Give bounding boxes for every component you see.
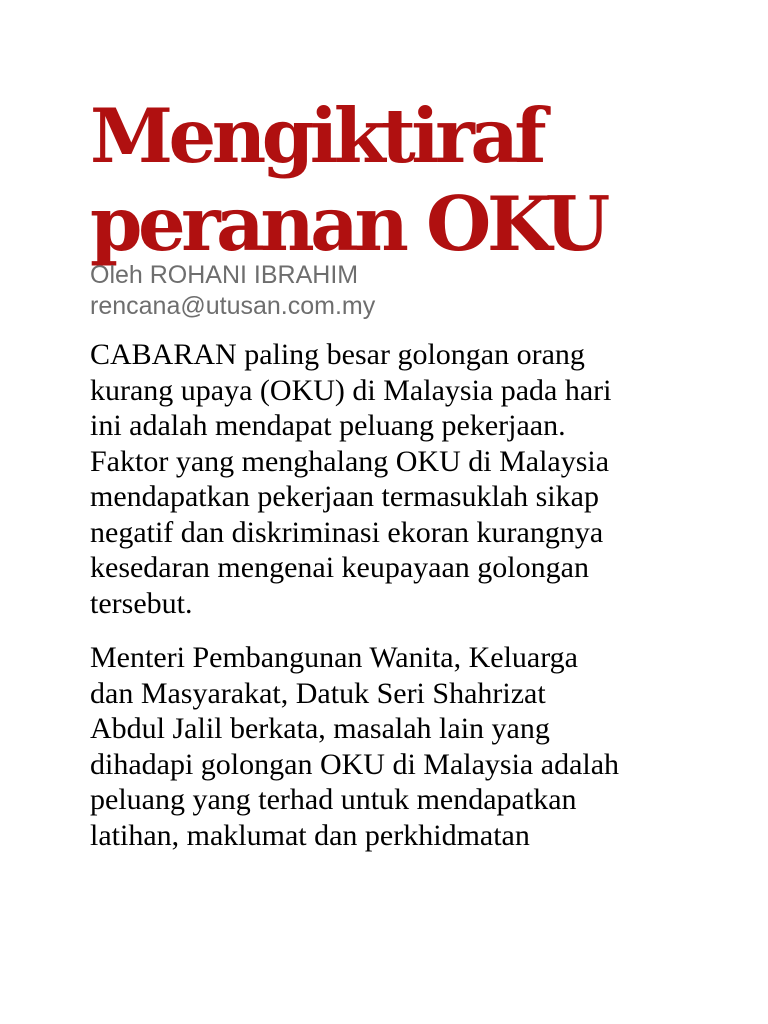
paragraph-line: mendapatkan pekerjaan termasuklah sikap (90, 480, 599, 513)
paragraph-line: tersebut. (90, 586, 193, 620)
paragraph (90, 337, 730, 621)
paragraph-line: Menteri Pembangunan Wanita, Keluarga (90, 641, 578, 674)
paragraph-line: CABARAN paling besar golongan orang (90, 338, 585, 371)
headline (90, 92, 730, 268)
paragraph-line: Abdul Jalil berkata, masalah lain yang (90, 712, 550, 745)
paragraph-line: negatif dan diskriminasi ekoran kurangnya (90, 515, 604, 549)
paragraph-line: dan Masyarakat, Datuk Seri Shahrizat (90, 676, 546, 710)
paragraph-line: ini adalah mendapat peluang pekerjaan. (90, 409, 566, 442)
paragraph-line: kurang upaya (OKU) di Malaysia pada hari (90, 373, 612, 407)
paragraph (90, 640, 730, 853)
paragraph-line: dihadapi golongan OKU di Malaysia adalah (90, 747, 620, 781)
paragraph-line: latihan, maklumat dan perkhidmatan (90, 818, 530, 852)
paragraph-line: Faktor yang menghalang OKU di Malaysia (90, 444, 610, 478)
byline-author: Oleh ROHANI IBRAHIM (90, 261, 359, 289)
paragraph-line: peluang yang terhad untuk mendapatkan (90, 783, 577, 816)
byline (90, 260, 730, 322)
article-body (90, 337, 730, 853)
byline-email: rencana@utusan.com.my (90, 292, 376, 320)
article (90, 92, 730, 872)
headline-line: Mengiktiraf (90, 92, 543, 180)
paragraph-line: kesedaran mengenai keupayaan golongan (90, 551, 589, 584)
headline-line: peranan OKU (90, 180, 606, 268)
